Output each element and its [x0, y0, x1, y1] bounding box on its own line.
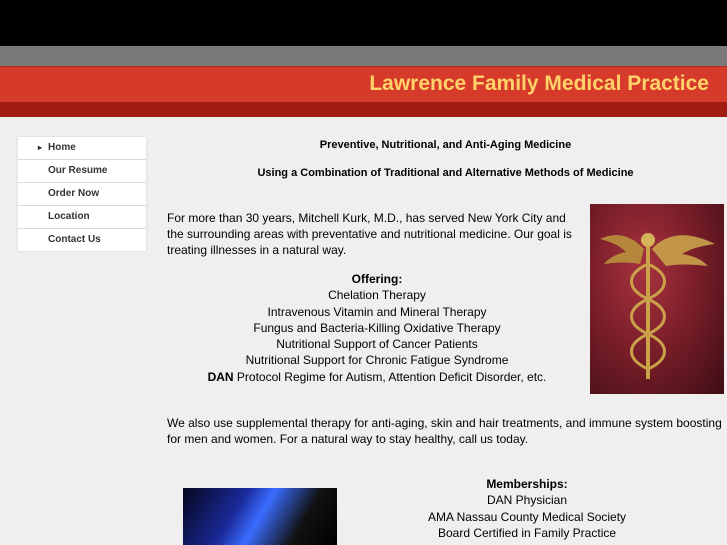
list-item: [167, 369, 587, 385]
memberships-list: [367, 476, 687, 541]
top-gray-bar: [0, 46, 727, 66]
site-title: Lawrence Family Medical Practice: [369, 72, 709, 95]
nav-item-label: Our Resume: [48, 165, 108, 176]
sidebar-nav: [18, 137, 146, 251]
nav-item-label: Location: [48, 211, 90, 222]
nav-item-location[interactable]: [18, 206, 146, 229]
offering-title: Offering:: [351, 272, 403, 286]
nav-item-label: Contact Us: [48, 234, 101, 245]
list-item: Chelation Therapy: [328, 288, 426, 303]
list-item: DAN Physician: [486, 493, 568, 508]
offering-list: [167, 271, 587, 385]
arrow-right-icon: ▸: [38, 143, 43, 152]
header-underband: [0, 102, 727, 117]
dan-protocol-text: Protocol Regime for Autism, Attention Deficit Disorder, etc.: [233, 369, 547, 384]
header-banner: [0, 66, 727, 103]
nav-item-home[interactable]: [18, 137, 146, 160]
list-item: Nutritional Support for Chronic Fatigue Syndrome: [245, 353, 509, 368]
top-black-bar: [0, 0, 727, 46]
intro-paragraph: For more than 30 years, Mitchell Kurk, M.D., has served New York City and the surrounding areas with preventative and nutritional medicine. Our goal is treating illnesses in a natural way.: [167, 211, 572, 257]
list-item: AMA Nassau County Medical Society: [427, 509, 627, 524]
dan-label: DAN: [207, 369, 234, 384]
therapy-paragraph: We also use supplemental therapy for anti-aging, skin and hair treatments, and immune system boosting for men and women. For a natural way to stay healthy, call us today.: [167, 416, 722, 446]
nav-item-order-now[interactable]: [18, 183, 146, 206]
nav-item-our-resume[interactable]: [18, 160, 146, 183]
list-item: Fungus and Bacteria-Killing Oxidative Therapy: [253, 320, 501, 335]
list-item: Board Certified in Family Practice: [437, 525, 617, 540]
list-item: Intravenous Vitamin and Mineral Therapy: [267, 304, 487, 319]
memberships-title: Memberships:: [486, 477, 568, 491]
caduceus-image: [590, 204, 724, 394]
nav-item-label: Order Now: [48, 188, 100, 199]
page-heading: Preventive, Nutritional, and Anti-Aging Medicine: [319, 139, 572, 151]
nav-item-label: Home: [48, 142, 76, 153]
list-item: Nutritional Support of Cancer Patients: [276, 337, 478, 352]
page-subheading: Using a Combination of Traditional and Alternative Methods of Medicine: [257, 167, 634, 179]
therapy-photo: [183, 488, 337, 545]
nav-item-contact-us[interactable]: [18, 229, 146, 251]
